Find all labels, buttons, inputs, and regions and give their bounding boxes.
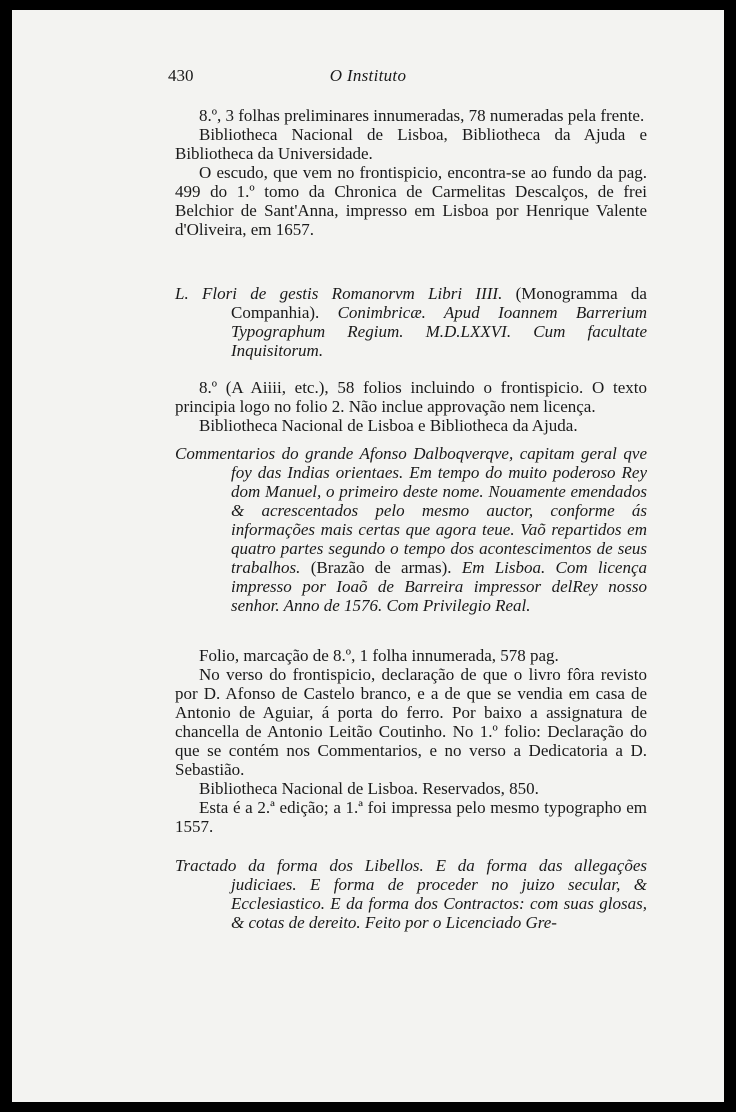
description-block-3 [175, 646, 647, 836]
entry-title-roman: (Brazão de armas). [300, 558, 462, 577]
paragraph: O escudo, que vem no frontispicio, encontra-se ao fundo da pag. 499 do 1.º tomo da Chronica de Carmelitas Descalços, de frei Belchior de Sant'Anna, impresso em Lisboa por Henrique Valente d'Oliveira, em 1657. [175, 163, 647, 239]
entry-title [175, 284, 647, 360]
entry-title-part: Commentarios do grande Afonso Dalboqverqve, capitam geral qve foy das Indias orientaes. Em tempo do muito poderoso Rey dom Manuel, o primeiro deste nome. Nouamente emendados & acrescentados pelo mesmo auctor, conforme ás informações mais certas que agora teue. Vaõ repartidos em quatro partes segundo o tempo dos acontescimentos de seus trabalhos. [175, 444, 647, 577]
entry-title-part: L. Flori de gestis Romanorvm Libri IIII. [175, 284, 503, 303]
description-block-2 [175, 378, 647, 435]
paragraph: Bibliotheca Nacional de Lisboa e Bibliotheca da Ajuda. [199, 416, 578, 435]
entry-title [175, 444, 647, 615]
bibliographic-entry-4 [175, 856, 647, 932]
entry-title-roman: (Monogramma da Companhia). [231, 284, 647, 322]
document-page [12, 10, 724, 1102]
entry-title-part: Em Lisboa. Com licença impresso por Ioaõ de Barreira impressor delRey nosso senhor. Anno de 1576. Com Privilegio Real. [231, 558, 647, 615]
paragraph: Bibliotheca Nacional de Lisboa, Bibliotheca da Ajuda e Bibliotheca da Universidade. [175, 125, 647, 163]
paragraph: Folio, marcação de 8.º, 1 folha innumerada, 578 pag. [199, 646, 559, 665]
bibliographic-entry-3 [175, 444, 647, 615]
bibliographic-entry-2 [175, 284, 647, 360]
entry-title: Tractado da forma dos Libellos. E da forma das allegações judiciaes. E forma de proceder no juizo secular, & Ecclesiastico. E da forma dos Contractos: com suas glosas, & cotas de dereito. Feito por o Licenciado Gre- [175, 856, 647, 932]
paragraph: No verso do frontispicio, declaração de que o livro fôra revisto por D. Afonso de Castelo branco, e a de que se vendia em casa de Antonio de Aguiar, á porta do ferro. Por baixo a assignatura de chancella de Antonio Leitão Coutinho. No 1.º folio: Declaração do que se contém nos Commentarios, e no verso a Dedicatoria a D. Sebastião. [175, 665, 647, 779]
paragraph: Bibliotheca Nacional de Lisboa. Reservados, 850. [199, 779, 539, 798]
paragraph: 8.º (A Aiiii, etc.), 58 folios incluindo o frontispicio. O texto principia logo no folio 2. Não inclue approvação nem licença. [175, 378, 647, 416]
paragraph: Esta é a 2.ª edição; a 1.ª foi impressa pelo mesmo typographo em 1557. [175, 798, 647, 836]
page-number: 430 [168, 66, 194, 85]
description-block-1 [175, 106, 647, 239]
entry-title-part: Conimbricæ. Apud Ioannem Barrerium Typographum Regium. M.D.LXXVI. Cum facultate Inquisitorum. [231, 303, 647, 360]
paragraph: 8.º, 3 folhas preliminares innumeradas, 78 numeradas pela frente. [199, 106, 645, 125]
running-title: O Instituto [329, 66, 407, 85]
page-header [12, 62, 724, 92]
